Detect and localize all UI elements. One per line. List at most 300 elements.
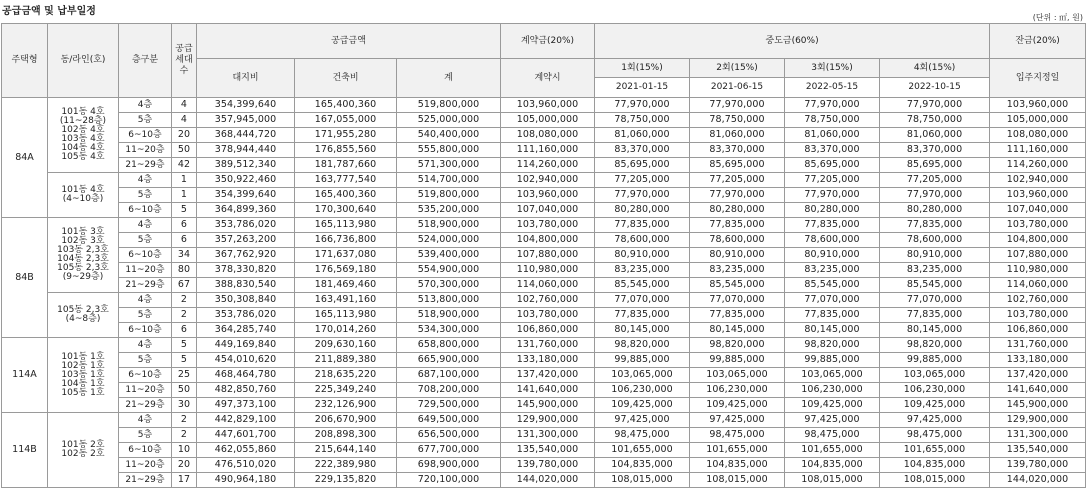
table-row [2, 428, 1086, 443]
m3-cell: 80,145,000 [785, 323, 880, 338]
header-deposit-when: 계약시 [501, 59, 595, 98]
m4-cell: 101,655,000 [880, 443, 990, 458]
balance-cell: 131,760,000 [990, 338, 1086, 353]
total-cell: 571,300,000 [397, 158, 501, 173]
deposit-cell: 144,020,000 [501, 473, 595, 488]
header-units-line: 세대 [175, 55, 193, 65]
deposit-cell: 102,940,000 [501, 173, 595, 188]
m1-cell: 108,015,000 [595, 473, 690, 488]
units-cell: 5 [172, 203, 197, 218]
land-cell: 389,512,340 [197, 158, 295, 173]
units-cell: 5 [172, 338, 197, 353]
price-schedule-table [1, 23, 1086, 488]
units-cell: 1 [172, 188, 197, 203]
m4-cell: 109,425,000 [880, 398, 990, 413]
total-cell: 525,000,000 [397, 113, 501, 128]
table-row [2, 473, 1086, 488]
dong-line-text: 105동 4호 [61, 152, 105, 162]
header-balance: 잔금(20%) [990, 24, 1086, 59]
header-m4-label: 4회(15%) [880, 59, 989, 78]
floor-cell: 4층 [119, 98, 172, 113]
deposit-cell: 111,160,000 [501, 143, 595, 158]
header-supply: 공급금액 [197, 24, 501, 59]
total-cell: 524,000,000 [397, 233, 501, 248]
table-row [2, 383, 1086, 398]
m4-cell: 78,750,000 [880, 113, 990, 128]
table-body [2, 98, 1086, 488]
unit-type-cell: 84A [2, 98, 48, 218]
m2-cell: 104,835,000 [690, 458, 785, 473]
dong-line-text: 102동 3호 [61, 236, 105, 246]
table-row [2, 293, 1086, 308]
floor-cell: 4층 [119, 293, 172, 308]
m4-cell: 80,910,000 [880, 248, 990, 263]
land-cell: 476,510,020 [197, 458, 295, 473]
table-row [2, 458, 1086, 473]
land-cell: 353,786,020 [197, 308, 295, 323]
building-cell: 222,389,980 [295, 458, 397, 473]
m3-cell: 80,910,000 [785, 248, 880, 263]
balance-cell: 131,300,000 [990, 428, 1086, 443]
m1-cell: 109,425,000 [595, 398, 690, 413]
table-row [2, 338, 1086, 353]
m3-cell: 83,370,000 [785, 143, 880, 158]
deposit-cell: 103,960,000 [501, 98, 595, 113]
m4-cell: 77,970,000 [880, 98, 990, 113]
total-cell: 539,400,000 [397, 248, 501, 263]
total-cell: 656,500,000 [397, 428, 501, 443]
land-cell: 468,464,780 [197, 368, 295, 383]
m2-cell: 83,235,000 [690, 263, 785, 278]
balance-cell: 110,980,000 [990, 263, 1086, 278]
m4-cell: 98,820,000 [880, 338, 990, 353]
m2-cell: 98,475,000 [690, 428, 785, 443]
units-cell: 42 [172, 158, 197, 173]
m3-cell: 77,970,000 [785, 188, 880, 203]
land-cell: 388,830,540 [197, 278, 295, 293]
building-cell: 165,113,980 [295, 308, 397, 323]
m3-cell: 103,065,000 [785, 368, 880, 383]
m3-cell: 77,205,000 [785, 173, 880, 188]
balance-cell: 135,540,000 [990, 443, 1086, 458]
table-row [2, 128, 1086, 143]
land-cell: 368,444,720 [197, 128, 295, 143]
total-cell: 555,800,000 [397, 143, 501, 158]
m1-cell: 97,425,000 [595, 413, 690, 428]
balance-cell: 104,800,000 [990, 233, 1086, 248]
dong-line-text: (4~10층) [62, 194, 104, 204]
dong-line-text: 103동 2,3호 [57, 245, 109, 255]
dong-line-text: 103동 4호 [61, 134, 105, 144]
units-cell: 1 [172, 173, 197, 188]
table-row [2, 173, 1086, 188]
building-cell: 229,135,820 [295, 473, 397, 488]
table-row [2, 233, 1086, 248]
dong-line-cell [48, 413, 119, 488]
m3-cell: 98,475,000 [785, 428, 880, 443]
header-m2 [690, 59, 785, 98]
header-floor: 층구분 [119, 24, 172, 98]
m1-cell: 80,910,000 [595, 248, 690, 263]
table-row [2, 308, 1086, 323]
deposit-cell: 141,640,000 [501, 383, 595, 398]
units-cell: 6 [172, 323, 197, 338]
units-cell: 10 [172, 443, 197, 458]
floor-cell: 11~20층 [119, 263, 172, 278]
land-cell: 353,786,020 [197, 218, 295, 233]
units-cell: 4 [172, 113, 197, 128]
dong-line-cell [48, 338, 119, 413]
units-cell: 67 [172, 278, 197, 293]
building-cell: 165,400,360 [295, 98, 397, 113]
m1-cell: 85,695,000 [595, 158, 690, 173]
total-cell: 519,800,000 [397, 188, 501, 203]
deposit-cell: 133,180,000 [501, 353, 595, 368]
table-row [2, 323, 1086, 338]
m1-cell: 77,835,000 [595, 308, 690, 323]
units-cell: 2 [172, 293, 197, 308]
header-m1-label: 1회(15%) [595, 59, 689, 78]
deposit-cell: 145,900,000 [501, 398, 595, 413]
m4-cell: 77,205,000 [880, 173, 990, 188]
building-cell: 167,055,000 [295, 113, 397, 128]
total-cell: 570,300,000 [397, 278, 501, 293]
m2-cell: 97,425,000 [690, 413, 785, 428]
floor-cell: 5층 [119, 353, 172, 368]
header-m4 [880, 59, 990, 98]
table-row [2, 158, 1086, 173]
total-cell: 665,900,000 [397, 353, 501, 368]
land-cell: 354,399,640 [197, 188, 295, 203]
balance-cell: 103,960,000 [990, 188, 1086, 203]
total-cell: 554,900,000 [397, 263, 501, 278]
floor-cell: 6~10층 [119, 368, 172, 383]
units-cell: 80 [172, 263, 197, 278]
floor-cell: 4층 [119, 413, 172, 428]
m4-cell: 77,835,000 [880, 218, 990, 233]
header-m3 [785, 59, 880, 98]
m4-cell: 98,475,000 [880, 428, 990, 443]
m4-cell: 77,835,000 [880, 308, 990, 323]
m3-cell: 80,280,000 [785, 203, 880, 218]
m4-cell: 77,970,000 [880, 188, 990, 203]
m2-cell: 77,835,000 [690, 218, 785, 233]
m3-cell: 109,425,000 [785, 398, 880, 413]
units-cell: 30 [172, 398, 197, 413]
balance-cell: 114,060,000 [990, 278, 1086, 293]
m1-cell: 106,230,000 [595, 383, 690, 398]
balance-cell: 103,780,000 [990, 218, 1086, 233]
balance-cell: 114,260,000 [990, 158, 1086, 173]
m1-cell: 85,545,000 [595, 278, 690, 293]
m4-cell: 81,060,000 [880, 128, 990, 143]
m2-cell: 98,820,000 [690, 338, 785, 353]
balance-cell: 145,900,000 [990, 398, 1086, 413]
m4-cell: 77,070,000 [880, 293, 990, 308]
m2-cell: 106,230,000 [690, 383, 785, 398]
balance-cell: 108,080,000 [990, 128, 1086, 143]
dong-line-cell [48, 173, 119, 218]
m2-cell: 83,370,000 [690, 143, 785, 158]
floor-cell: 6~10층 [119, 203, 172, 218]
units-cell: 20 [172, 458, 197, 473]
building-cell: 170,014,260 [295, 323, 397, 338]
header-m2-date: 2021-06-15 [690, 78, 784, 97]
m1-cell: 78,750,000 [595, 113, 690, 128]
total-cell: 708,200,000 [397, 383, 501, 398]
balance-cell: 103,780,000 [990, 308, 1086, 323]
floor-cell: 4층 [119, 218, 172, 233]
land-cell: 350,308,840 [197, 293, 295, 308]
land-cell: 442,829,100 [197, 413, 295, 428]
page-title: 공급금액 및 납부일정 [2, 6, 96, 17]
m1-cell: 81,060,000 [595, 128, 690, 143]
header-dong: 동/라인(호) [48, 24, 119, 98]
m3-cell: 97,425,000 [785, 413, 880, 428]
dong-line-text: 105동 1호 [61, 387, 105, 398]
m3-cell: 81,060,000 [785, 128, 880, 143]
m2-cell: 101,655,000 [690, 443, 785, 458]
dong-line-text: (9~29층) [62, 272, 104, 282]
building-cell: 206,670,900 [295, 413, 397, 428]
floor-cell: 11~20층 [119, 458, 172, 473]
deposit-cell: 114,060,000 [501, 278, 595, 293]
building-cell: 181,787,660 [295, 158, 397, 173]
total-cell: 729,500,000 [397, 398, 501, 413]
floor-cell: 6~10층 [119, 323, 172, 338]
m2-cell: 99,885,000 [690, 353, 785, 368]
deposit-cell: 131,760,000 [501, 338, 595, 353]
table-row [2, 263, 1086, 278]
m2-cell: 85,545,000 [690, 278, 785, 293]
deposit-cell: 103,780,000 [501, 218, 595, 233]
total-cell: 540,400,000 [397, 128, 501, 143]
header-units [172, 24, 197, 98]
header-m3-date: 2022-05-15 [785, 78, 879, 97]
m1-cell: 103,065,000 [595, 368, 690, 383]
m3-cell: 83,235,000 [785, 263, 880, 278]
m2-cell: 80,145,000 [690, 323, 785, 338]
dong-line-text: 104동 1호 [61, 378, 105, 389]
land-cell: 497,373,100 [197, 398, 295, 413]
floor-cell: 11~20층 [119, 143, 172, 158]
m4-cell: 83,370,000 [880, 143, 990, 158]
table-row [2, 368, 1086, 383]
dong-line-cell [48, 293, 119, 338]
m2-cell: 77,835,000 [690, 308, 785, 323]
land-cell: 357,263,200 [197, 233, 295, 248]
deposit-cell: 114,260,000 [501, 158, 595, 173]
deposit-cell: 108,080,000 [501, 128, 595, 143]
dong-line-text: 101동 2호 [61, 440, 105, 450]
floor-cell: 21~29층 [119, 473, 172, 488]
land-cell: 350,922,460 [197, 173, 295, 188]
total-cell: 698,900,000 [397, 458, 501, 473]
unit-type-cell: 114A [2, 338, 48, 413]
table-row [2, 143, 1086, 158]
unit-type-cell: 114B [2, 413, 48, 488]
dong-line-text: (11~28층) [59, 116, 107, 126]
deposit-cell: 135,540,000 [501, 443, 595, 458]
unit-note: (단위 : ㎡, 원) [1032, 13, 1083, 22]
table-row [2, 98, 1086, 113]
m3-cell: 85,545,000 [785, 278, 880, 293]
dong-line-text: 102동 2호 [61, 449, 105, 459]
table-row [2, 413, 1086, 428]
building-cell: 176,855,560 [295, 143, 397, 158]
m3-cell: 78,600,000 [785, 233, 880, 248]
building-cell: 215,644,140 [295, 443, 397, 458]
land-cell: 364,899,360 [197, 203, 295, 218]
land-cell: 482,850,760 [197, 383, 295, 398]
balance-cell: 111,160,000 [990, 143, 1086, 158]
dong-line-text: 101동 3호 [61, 227, 105, 237]
units-cell: 50 [172, 383, 197, 398]
m4-cell: 99,885,000 [880, 353, 990, 368]
m3-cell: 108,015,000 [785, 473, 880, 488]
header-total: 계 [397, 59, 501, 98]
m3-cell: 98,820,000 [785, 338, 880, 353]
building-cell: 165,400,360 [295, 188, 397, 203]
m2-cell: 81,060,000 [690, 128, 785, 143]
m4-cell: 80,280,000 [880, 203, 990, 218]
land-cell: 367,762,920 [197, 248, 295, 263]
m4-cell: 104,835,000 [880, 458, 990, 473]
deposit-cell: 107,040,000 [501, 203, 595, 218]
dong-line-text: 102동 4호 [61, 125, 105, 135]
m1-cell: 80,280,000 [595, 203, 690, 218]
table-row [2, 443, 1086, 458]
land-cell: 357,945,000 [197, 113, 295, 128]
dong-line-cell [48, 98, 119, 173]
building-cell: 163,777,540 [295, 173, 397, 188]
balance-cell: 102,760,000 [990, 293, 1086, 308]
table-row [2, 248, 1086, 263]
header-balance-when: 입주지정일 [990, 59, 1086, 98]
deposit-cell: 103,960,000 [501, 188, 595, 203]
dong-line-text: 102동 1호 [61, 360, 105, 371]
building-cell: 176,569,180 [295, 263, 397, 278]
total-cell: 687,100,000 [397, 368, 501, 383]
m1-cell: 78,600,000 [595, 233, 690, 248]
balance-cell: 105,000,000 [990, 113, 1086, 128]
dong-line-text: 104동 4호 [61, 143, 105, 153]
m3-cell: 77,835,000 [785, 218, 880, 233]
balance-cell: 133,180,000 [990, 353, 1086, 368]
total-cell: 649,500,000 [397, 413, 501, 428]
m2-cell: 109,425,000 [690, 398, 785, 413]
deposit-cell: 103,780,000 [501, 308, 595, 323]
total-cell: 514,700,000 [397, 173, 501, 188]
m2-cell: 77,970,000 [690, 98, 785, 113]
total-cell: 513,800,000 [397, 293, 501, 308]
table-row [2, 113, 1086, 128]
dong-line-text: 101동 4호 [61, 107, 105, 117]
land-cell: 449,169,840 [197, 338, 295, 353]
units-cell: 6 [172, 233, 197, 248]
land-cell: 462,055,860 [197, 443, 295, 458]
deposit-cell: 106,860,000 [501, 323, 595, 338]
header-units-line: 공급 [175, 44, 193, 54]
balance-cell: 144,020,000 [990, 473, 1086, 488]
table-row [2, 203, 1086, 218]
header-deposit: 계약금(20%) [501, 24, 595, 59]
land-cell: 447,601,700 [197, 428, 295, 443]
floor-cell: 21~29층 [119, 278, 172, 293]
balance-cell: 106,860,000 [990, 323, 1086, 338]
m3-cell: 77,835,000 [785, 308, 880, 323]
building-cell: 170,300,640 [295, 203, 397, 218]
balance-cell: 103,960,000 [990, 98, 1086, 113]
m4-cell: 83,235,000 [880, 263, 990, 278]
table-row [2, 353, 1086, 368]
floor-cell: 5층 [119, 233, 172, 248]
floor-cell: 21~29층 [119, 398, 172, 413]
m4-cell: 103,065,000 [880, 368, 990, 383]
header-m1-date: 2021-01-15 [595, 78, 689, 97]
table-row [2, 278, 1086, 293]
total-cell: 519,800,000 [397, 98, 501, 113]
balance-cell: 102,940,000 [990, 173, 1086, 188]
land-cell: 354,399,640 [197, 98, 295, 113]
dong-line-text: 105동 2,3호 [57, 305, 109, 315]
m1-cell: 104,835,000 [595, 458, 690, 473]
units-cell: 2 [172, 413, 197, 428]
m3-cell: 99,885,000 [785, 353, 880, 368]
dong-line-cell [48, 218, 119, 293]
units-cell: 20 [172, 128, 197, 143]
m3-cell: 77,970,000 [785, 98, 880, 113]
building-cell: 165,113,980 [295, 218, 397, 233]
deposit-cell: 110,980,000 [501, 263, 595, 278]
floor-cell: 11~20층 [119, 383, 172, 398]
balance-cell: 141,640,000 [990, 383, 1086, 398]
header-m3-label: 3회(15%) [785, 59, 879, 78]
header-m1 [595, 59, 690, 98]
units-cell: 5 [172, 353, 197, 368]
deposit-cell: 129,900,000 [501, 413, 595, 428]
m2-cell: 78,600,000 [690, 233, 785, 248]
deposit-cell: 102,760,000 [501, 293, 595, 308]
m4-cell: 85,695,000 [880, 158, 990, 173]
building-cell: 232,126,900 [295, 398, 397, 413]
building-cell: 171,955,280 [295, 128, 397, 143]
m3-cell: 106,230,000 [785, 383, 880, 398]
unit-type-cell: 84B [2, 218, 48, 338]
building-cell: 218,635,220 [295, 368, 397, 383]
m1-cell: 77,835,000 [595, 218, 690, 233]
floor-cell: 5층 [119, 113, 172, 128]
m4-cell: 106,230,000 [880, 383, 990, 398]
header-land: 대지비 [197, 59, 295, 98]
deposit-cell: 105,000,000 [501, 113, 595, 128]
floor-cell: 21~29층 [119, 158, 172, 173]
building-cell: 208,898,300 [295, 428, 397, 443]
balance-cell: 137,420,000 [990, 368, 1086, 383]
units-cell: 34 [172, 248, 197, 263]
land-cell: 490,964,180 [197, 473, 295, 488]
m1-cell: 83,370,000 [595, 143, 690, 158]
m2-cell: 103,065,000 [690, 368, 785, 383]
m2-cell: 80,280,000 [690, 203, 785, 218]
total-cell: 535,200,000 [397, 203, 501, 218]
m1-cell: 98,820,000 [595, 338, 690, 353]
m2-cell: 80,910,000 [690, 248, 785, 263]
deposit-cell: 131,300,000 [501, 428, 595, 443]
deposit-cell: 104,800,000 [501, 233, 595, 248]
m1-cell: 99,885,000 [595, 353, 690, 368]
units-cell: 2 [172, 428, 197, 443]
